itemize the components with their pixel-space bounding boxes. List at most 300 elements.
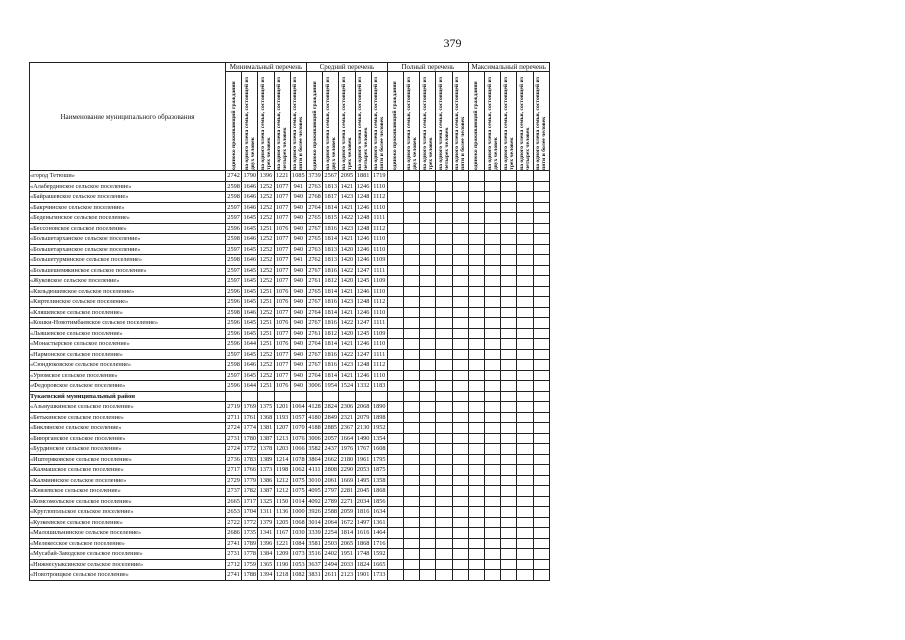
value-cell: 1077 [275, 235, 289, 243]
municipality-name: «город Тетюши» [30, 171, 226, 182]
table-row [30, 423, 550, 434]
value-cell [387, 559, 403, 570]
table-row [30, 507, 550, 518]
value-cell: 1361 [372, 518, 386, 526]
column-header [501, 72, 517, 171]
value-cell: 3014 [308, 518, 321, 526]
value-cell [501, 213, 517, 224]
value-cell [452, 244, 468, 255]
column-header [436, 72, 452, 171]
value-cell [404, 202, 420, 213]
value-cell: 2762 [308, 256, 321, 264]
value-cell [468, 433, 484, 444]
municipality-name: «Новотроицкое сельское поселение» [30, 570, 226, 581]
value-cell: 1110 [371, 286, 387, 297]
value-cell [485, 496, 501, 507]
value-cell: 1247 [356, 350, 370, 358]
value-cell [452, 570, 468, 581]
value-cell [404, 433, 420, 444]
value-cell [468, 559, 484, 570]
value-cell: 940 [290, 223, 306, 234]
value-cell [436, 349, 452, 360]
value-cell: 1246 [356, 235, 370, 243]
municipality-name: «Калмиинское сельское поселение» [30, 475, 226, 486]
column-header-label: на одного члена семьи, состоящей из четырех человек [438, 77, 451, 170]
value-cell: 940 [290, 339, 306, 350]
value-cell: 1782 [243, 487, 257, 495]
value-cell [404, 444, 420, 455]
value-cell [355, 391, 371, 402]
value-cell: 1075 [292, 476, 305, 484]
value-cell [420, 454, 436, 465]
value-cell: 1358 [372, 476, 386, 484]
value-cell: 2712 [227, 560, 240, 568]
value-cell: 1761 [243, 413, 257, 421]
value-cell [501, 370, 517, 381]
municipality-name: «Иштеряковское сельское поселение» [30, 454, 226, 465]
value-cell: 2665 [227, 497, 240, 505]
municipality-name: «Нижнесуыксинское сельское поселение» [30, 559, 226, 570]
value-cell [468, 538, 484, 549]
value-cell: 1421 [340, 371, 354, 379]
value-cell [485, 307, 501, 318]
value-cell: 1332 [356, 382, 370, 390]
value-cell: 1898 [372, 413, 386, 421]
value-cell [452, 402, 468, 413]
value-cell [420, 360, 436, 371]
value-cell: 1190 [275, 560, 289, 568]
value-cell [485, 192, 501, 203]
value-cell [517, 192, 533, 203]
value-cell [533, 549, 549, 560]
value-cell [517, 486, 533, 497]
value-cell: 2763 [308, 245, 321, 253]
value-cell: 1030 [292, 529, 305, 537]
value-cell: 2597 [227, 266, 240, 274]
value-cell [533, 192, 549, 203]
value-cell [404, 223, 420, 234]
value-cell [436, 286, 452, 297]
value-cell: 1053 [292, 560, 305, 568]
value-cell: 1076 [275, 298, 289, 306]
value-cell [387, 570, 403, 581]
table-row [30, 528, 550, 539]
table-row [30, 433, 550, 444]
value-cell [533, 391, 549, 402]
value-cell: 1246 [356, 256, 370, 264]
value-cell [420, 475, 436, 486]
value-cell: 1077 [275, 277, 289, 285]
value-cell: 3339 [308, 529, 321, 537]
value-cell: 1716 [372, 539, 386, 547]
value-cell [517, 349, 533, 360]
value-cell: 1075 [292, 487, 305, 495]
value-cell: 1717 [243, 497, 257, 505]
value-cell: 1645 [243, 298, 257, 306]
value-cell [533, 234, 549, 245]
value-cell [533, 538, 549, 549]
value-cell [452, 538, 468, 549]
value-cell [371, 391, 387, 402]
table-row [30, 570, 550, 581]
value-cell [517, 171, 533, 182]
value-cell: 1082 [292, 571, 305, 579]
value-cell [404, 192, 420, 203]
municipality-name: «Большетурминское сельское поселение» [30, 255, 226, 266]
value-cell [485, 244, 501, 255]
value-cell [468, 496, 484, 507]
value-cell: 1203 [275, 445, 289, 453]
column-header [355, 72, 371, 171]
value-cell: 3582 [308, 445, 321, 453]
value-cell [420, 559, 436, 570]
value-cell [533, 475, 549, 486]
value-cell [420, 297, 436, 308]
value-cell [533, 402, 549, 413]
value-cell: 1077 [275, 308, 289, 316]
value-cell [404, 297, 420, 308]
value-cell: 1812 [324, 329, 338, 337]
value-cell: 3516 [308, 550, 321, 558]
value-cell [387, 423, 403, 434]
municipality-name: «Малошильнинское сельское поселение» [30, 528, 226, 539]
value-cell: 941 [290, 181, 306, 192]
value-cell: 2095 [340, 172, 354, 180]
value-cell [501, 307, 517, 318]
value-cell: 1421 [340, 287, 354, 295]
value-cell [387, 286, 403, 297]
value-cell: 2765 [308, 214, 321, 222]
value-cell [517, 276, 533, 287]
value-cell: 1733 [372, 571, 386, 579]
value-cell [501, 360, 517, 371]
value-cell: 1901 [356, 571, 370, 579]
value-cell: 1669 [340, 476, 354, 484]
value-cell [387, 444, 403, 455]
value-cell: 1644 [243, 382, 257, 390]
value-cell [517, 244, 533, 255]
value-cell: 1812 [324, 277, 338, 285]
value-cell: 1759 [243, 560, 257, 568]
value-cell: 1422 [340, 214, 354, 222]
value-cell: 940 [290, 328, 306, 339]
value-cell: 1064 [292, 403, 305, 411]
value-cell [468, 297, 484, 308]
value-cell [517, 328, 533, 339]
value-cell [501, 286, 517, 297]
value-cell: 2763 [308, 182, 321, 190]
table-row [30, 538, 550, 549]
value-cell [436, 234, 452, 245]
value-cell [387, 465, 403, 476]
section-title: Тукаевский муниципальный район [30, 391, 226, 402]
value-cell: 1814 [324, 287, 338, 295]
table-row [30, 265, 550, 276]
value-cell [517, 391, 533, 402]
value-cell [485, 381, 501, 392]
value-cell: 1076 [275, 340, 289, 348]
value-cell: 2596 [227, 329, 240, 337]
value-cell: 2597 [227, 371, 240, 379]
column-header-label: на одного члена семьи, состоящей из двух человек [486, 77, 499, 170]
value-cell [501, 433, 517, 444]
value-cell: 1077 [275, 266, 289, 274]
value-cell: 1664 [340, 434, 354, 442]
value-cell [501, 276, 517, 287]
value-cell [468, 391, 484, 402]
value-cell: 1077 [275, 203, 289, 211]
value-cell [436, 307, 452, 318]
value-cell: 1077 [275, 329, 289, 337]
value-cell: 1814 [324, 371, 338, 379]
value-cell: 1645 [243, 329, 257, 337]
value-cell: 1057 [292, 413, 305, 421]
column-header-label: одиноко проживающий гражданин [473, 81, 480, 170]
value-cell [387, 192, 403, 203]
value-cell [404, 496, 420, 507]
value-cell: 1110 [371, 234, 387, 245]
column-header-label: на одного члена семьи, состоящей из четырех человек [357, 77, 370, 170]
value-cell: 2065 [340, 539, 354, 547]
value-cell [420, 234, 436, 245]
municipality-name: «Биюрганское сельское поселение» [30, 433, 226, 444]
value-cell: 1246 [356, 371, 370, 379]
value-cell: 1245 [356, 329, 370, 337]
municipality-name: «Мелекесское сельское поселение» [30, 538, 226, 549]
value-cell: 2767 [308, 266, 321, 274]
municipality-name: «Бакрчинское сельское поселение» [30, 202, 226, 213]
value-cell [387, 381, 403, 392]
value-cell [485, 423, 501, 434]
value-cell [387, 328, 403, 339]
value-cell [517, 559, 533, 570]
value-cell [420, 402, 436, 413]
municipality-name: «Алабердинское сельское поселение» [30, 181, 226, 192]
value-cell [404, 171, 420, 182]
value-cell [387, 307, 403, 318]
value-cell: 1252 [259, 182, 273, 190]
value-cell: 1110 [371, 202, 387, 213]
value-cell [452, 202, 468, 213]
table-row [30, 328, 550, 339]
value-cell [485, 517, 501, 528]
value-cell [452, 360, 468, 371]
value-cell [387, 213, 403, 224]
value-cell [468, 265, 484, 276]
value-cell [436, 192, 452, 203]
value-cell: 1112 [371, 297, 387, 308]
table-row [30, 339, 550, 350]
table-row [30, 349, 550, 360]
value-cell: 940 [290, 307, 306, 318]
value-cell [501, 496, 517, 507]
value-cell: 1085 [292, 172, 305, 180]
value-cell: 2731 [227, 434, 240, 442]
value-cell: 1251 [259, 382, 273, 390]
value-cell [485, 349, 501, 360]
value-cell: 1646 [243, 256, 257, 264]
value-cell [533, 244, 549, 255]
value-cell: 1646 [243, 182, 257, 190]
value-cell [517, 370, 533, 381]
value-cell: 1252 [259, 308, 273, 316]
value-cell [533, 349, 549, 360]
table-row [30, 381, 550, 392]
value-cell: 1248 [356, 224, 370, 232]
value-cell [420, 549, 436, 560]
value-cell [436, 412, 452, 423]
value-cell: 1890 [372, 403, 386, 411]
value-cell: 2045 [356, 487, 370, 495]
value-cell [533, 360, 549, 371]
value-cell: 1856 [372, 497, 386, 505]
value-cell [468, 223, 484, 234]
value-cell: 1421 [340, 203, 354, 211]
table-row [30, 549, 550, 560]
value-cell [436, 181, 452, 192]
value-cell [517, 454, 533, 465]
value-cell: 1778 [243, 550, 257, 558]
tariff-table [29, 62, 550, 581]
value-cell [501, 412, 517, 423]
column-header [404, 72, 420, 171]
value-cell: 1645 [243, 245, 257, 253]
value-cell [485, 171, 501, 182]
value-cell: 1076 [275, 224, 289, 232]
value-cell [420, 223, 436, 234]
value-cell [517, 528, 533, 539]
value-cell: 1421 [340, 182, 354, 190]
value-cell: 2053 [356, 466, 370, 474]
value-cell: 1423 [340, 298, 354, 306]
value-cell [387, 486, 403, 497]
value-cell [436, 486, 452, 497]
value-cell [404, 318, 420, 329]
value-cell: 3006 [308, 434, 321, 442]
municipality-name: «Большетарханское сельское поселение» [30, 244, 226, 255]
value-cell: 1608 [372, 445, 386, 453]
value-cell: 2597 [227, 214, 240, 222]
value-cell: 1070 [292, 424, 305, 432]
value-cell [404, 370, 420, 381]
value-cell [404, 255, 420, 266]
value-cell [387, 223, 403, 234]
value-cell [485, 286, 501, 297]
table-row [30, 192, 550, 203]
value-cell: 4180 [308, 413, 321, 421]
value-cell [517, 297, 533, 308]
value-cell [501, 244, 517, 255]
value-cell [468, 402, 484, 413]
value-cell [436, 391, 452, 402]
value-cell: 1112 [371, 360, 387, 371]
value-cell [306, 391, 322, 402]
value-cell [452, 223, 468, 234]
value-cell: 1212 [275, 476, 289, 484]
value-cell: 1084 [292, 539, 305, 547]
value-cell [420, 423, 436, 434]
value-cell: 2180 [340, 455, 354, 463]
value-cell: 940 [290, 381, 306, 392]
municipality-name: «Беденьгинское сельское поселение» [30, 213, 226, 224]
value-cell: 940 [290, 202, 306, 213]
value-cell [436, 549, 452, 560]
value-cell: 1136 [275, 508, 289, 516]
value-cell: 4128 [308, 403, 321, 411]
value-cell: 1246 [356, 245, 370, 253]
value-cell: 1311 [259, 508, 273, 516]
value-cell [420, 391, 436, 402]
value-cell: 2885 [324, 424, 338, 432]
value-cell [533, 297, 549, 308]
value-cell: 2722 [227, 518, 240, 526]
column-header-label: одиноко проживающий гражданин [392, 81, 399, 170]
value-cell [436, 444, 452, 455]
value-cell [533, 181, 549, 192]
value-cell [517, 549, 533, 560]
value-cell: 1767 [356, 445, 370, 453]
value-cell: 1816 [324, 266, 338, 274]
column-header-label: на одного члена семьи, состоящей из пяти и более человек [535, 77, 548, 170]
value-cell [533, 570, 549, 581]
group-header-medium: Средний перечень [306, 63, 387, 72]
value-cell [501, 444, 517, 455]
value-cell: 2596 [227, 319, 240, 327]
value-cell: 1813 [324, 182, 338, 190]
value-cell [452, 454, 468, 465]
value-cell [387, 265, 403, 276]
value-cell: 1201 [275, 403, 289, 411]
value-cell: 2402 [324, 550, 338, 558]
value-cell [517, 412, 533, 423]
value-cell [468, 570, 484, 581]
value-cell [517, 181, 533, 192]
value-cell [387, 318, 403, 329]
value-cell [387, 202, 403, 213]
value-cell [468, 234, 484, 245]
value-cell [468, 286, 484, 297]
value-cell: 2797 [324, 487, 338, 495]
value-cell: 1077 [275, 361, 289, 369]
value-cell [420, 276, 436, 287]
value-cell: 1252 [259, 361, 273, 369]
value-cell [485, 454, 501, 465]
table-row [30, 223, 550, 234]
value-cell: 1422 [340, 319, 354, 327]
value-cell: 2764 [308, 308, 321, 316]
value-cell [485, 433, 501, 444]
value-cell [533, 465, 549, 476]
value-cell [485, 276, 501, 287]
value-cell: 2729 [227, 476, 240, 484]
value-cell [436, 244, 452, 255]
value-cell: 1247 [356, 266, 370, 274]
value-cell [452, 297, 468, 308]
value-cell: 2719 [227, 403, 240, 411]
value-cell: 2768 [308, 193, 321, 201]
value-cell [436, 265, 452, 276]
value-cell [242, 391, 258, 402]
value-cell [468, 244, 484, 255]
value-cell [501, 171, 517, 182]
value-cell: 1772 [243, 445, 257, 453]
value-cell [533, 381, 549, 392]
value-cell [420, 307, 436, 318]
column-header [485, 72, 501, 171]
group-header-full: Полный перечень [387, 63, 468, 72]
value-cell [468, 339, 484, 350]
value-cell: 2064 [324, 518, 338, 526]
